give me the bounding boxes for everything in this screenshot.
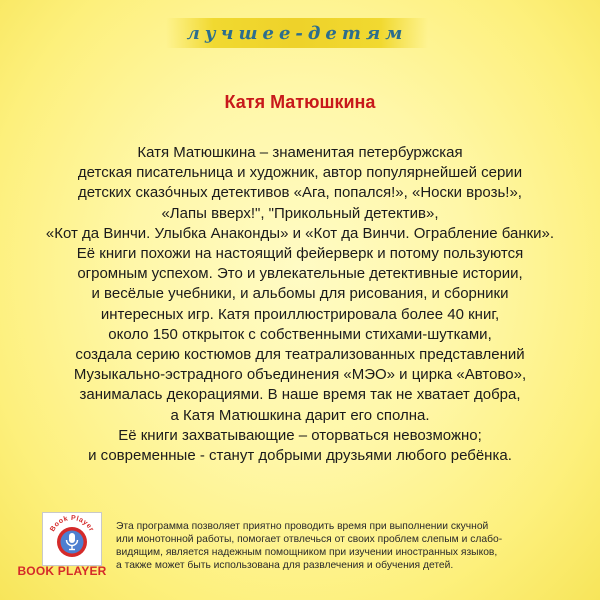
body-line: Её книги похожи на настоящий фейерверк и потому пользуются bbox=[76, 245, 524, 263]
body-line: создала серию костюмов для театрализованных представлений bbox=[75, 346, 525, 364]
body-line: и современные - станут добрыми друзьями любого ребёнка. bbox=[88, 447, 512, 465]
logo-caption: BOOK PLAYER bbox=[17, 564, 107, 578]
body-line: детских сказóчных детективов «Ага, попался!», «Носки врозь!», bbox=[78, 184, 522, 202]
banner-text: лучшее-детям bbox=[186, 22, 408, 44]
footnote-line: а также может быть использована для развлечения и обучения детей. bbox=[116, 560, 454, 571]
body-line: Её книги захватывающие – оторваться невозможно; bbox=[118, 426, 482, 444]
footnote-line: или монотонной работы, помогает отвлечься от своих проблем слепым и слабо- bbox=[116, 534, 503, 545]
body-line: Музыкально-эстрадного объединения «МЭО» и цирка «Автово», bbox=[73, 366, 527, 384]
microphone-icon bbox=[43, 513, 101, 565]
author-description bbox=[0, 143, 600, 466]
body-line: около 150 открыток с собственными стихами-шутками, bbox=[108, 325, 492, 343]
body-line: а Катя Матюшкина дарит его сполна. bbox=[170, 406, 430, 424]
body-line: огромным успехом. Это и увлекательные детективные истории, bbox=[77, 265, 523, 283]
body-line: и весёлые учебники, и альбомы для рисования, и сборники bbox=[91, 285, 509, 303]
footnote-line: видящим, является надежным помощником при изучении иностранных языков, bbox=[116, 547, 498, 558]
body-line: занималась декорациями. В наше время так не хватает добра, bbox=[79, 386, 521, 404]
body-line: «Кот да Винчи. Улыбка Анаконды» и «Кот да Винчи. Ограбление банки». bbox=[45, 224, 555, 242]
logo-badge bbox=[42, 512, 102, 566]
program-description bbox=[116, 520, 586, 572]
header-banner bbox=[166, 18, 428, 48]
body-line: Катя Матюшкина – знаменитая петербуржская bbox=[137, 144, 463, 161]
body-line: «Лапы вверх!", "Прикольный детектив», bbox=[161, 204, 439, 222]
body-line: интересных игр. Катя проиллюстрировала более 40 книг, bbox=[100, 305, 500, 323]
body-line: детская писательница и художник, автор популярнейшей серии bbox=[77, 164, 523, 182]
footnote-line: Эта программа позволяет приятно проводить время при выполнении скучной bbox=[116, 521, 489, 532]
book-player-logo bbox=[12, 512, 112, 582]
svg-text:Book Player: Book Player bbox=[49, 514, 95, 533]
page-title: Катя Матюшкина bbox=[224, 92, 376, 112]
